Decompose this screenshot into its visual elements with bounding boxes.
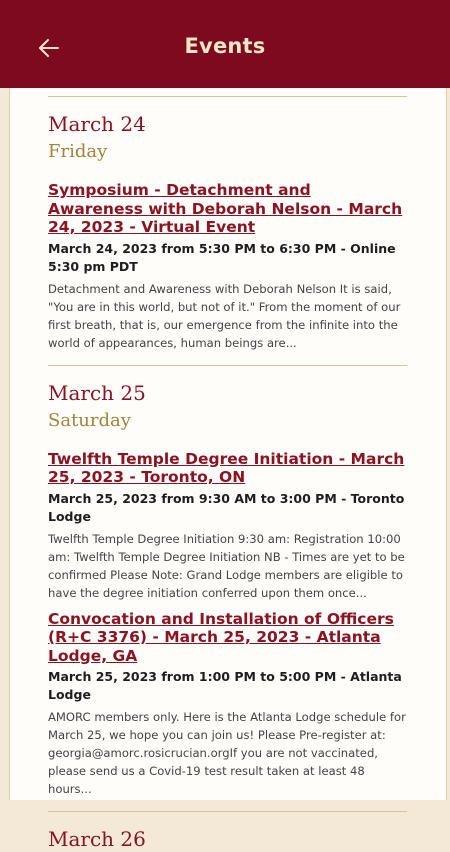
date-label: March 26 (48, 827, 146, 851)
event-time: March 24, 2023 from 5:30 PM to 6:30 PM - Online 5:30 pm PDT (48, 240, 396, 274)
event-description: Detachment and Awareness with Deborah Nelson It is said, "You are in this world, but not of it." From the moment of our first breath, that is, our emergence from the infinite into the world of appearances, human beings are... (48, 281, 401, 350)
event-title-link[interactable]: Convocation and Installation of Officers (R+C 3376) - March 25, 2023 - Atlanta Lodge, GA (48, 609, 394, 665)
day-group-march-24 (48, 97, 407, 352)
weekday-label: Saturday (48, 409, 131, 431)
event-time: March 25, 2023 from 1:00 PM to 5:00 PM - Atlanta Lodge (48, 669, 402, 702)
day-group-march-25 (48, 366, 407, 799)
event-title-link[interactable]: Symposium - Detachment and Awareness with Deborah Nelson - March 24, 2023 - Virtual Event (48, 181, 403, 236)
page-title: Events (184, 34, 266, 58)
event-time: March 25, 2023 from 9:30 AM to 3:00 PM - Toronto Lodge (48, 490, 405, 524)
event-item (48, 610, 407, 799)
date-block (48, 366, 407, 434)
day-group-march-26 (48, 812, 407, 852)
event-description: AMORC members only. Here is the Atlanta Lodge schedule for March 25, we hope you can join us! Please Pre-register at: georgia@amorc.rosicrucian.orgIf you are not vaccinated, please send us a Covid-19 test result taken at least 48 hours... (48, 710, 406, 796)
events-list-frame[interactable] (9, 88, 447, 851)
date-block (48, 97, 407, 165)
date-label: March 25 (48, 380, 146, 405)
event-description: Twelfth Temple Degree Initiation 9:30 am: Registration 10:00 am: Twelfth Temple Degree Initiation NB - Times are yet to be confirmed Please Note: Grand Lodge members are eligible to have the degree initiation conferred upon them once... (48, 531, 405, 600)
app-header (0, 0, 450, 88)
events-list (48, 96, 407, 852)
event-item (48, 181, 407, 352)
event-title-link[interactable]: Twelfth Temple Degree Initiation - March 25, 2023 - Toronto, ON (48, 449, 405, 486)
date-label: March 24 (48, 112, 146, 136)
weekday-label: Friday (48, 141, 108, 162)
event-item (48, 450, 407, 602)
date-block (48, 812, 407, 852)
